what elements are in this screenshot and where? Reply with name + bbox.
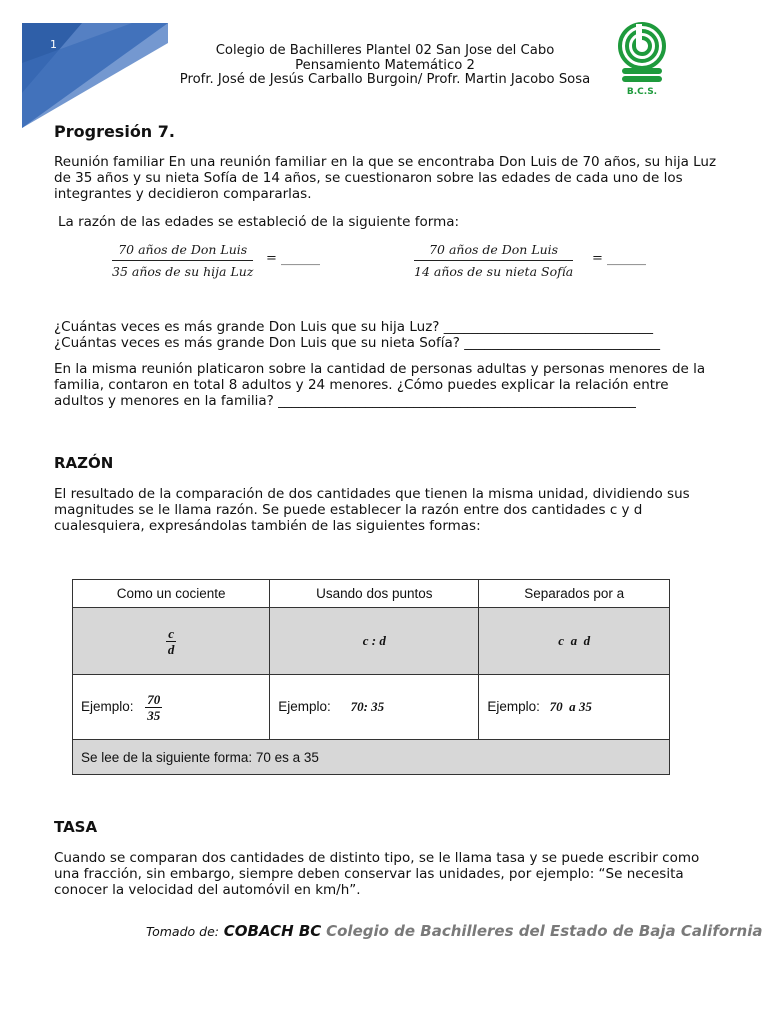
source-label: Tomado de:: [146, 924, 219, 939]
progresion-title: Progresión 7.: [54, 122, 175, 141]
source-org-short: COBACH BC: [223, 922, 322, 940]
page-number: 1: [50, 38, 57, 51]
cell-separated-form: [479, 608, 670, 675]
fraction-sofia-denominator: 14 años de su nieta Sofía: [414, 264, 574, 279]
fraction-sofia: [414, 242, 573, 279]
table-footer-row: [73, 740, 670, 775]
fraction-luz-answer: = ______: [266, 251, 321, 266]
ratio-intro: La razón de las edades se estableció de la siguiente forma:: [58, 214, 460, 230]
table-footer: Se lee de la siguiente forma: 70 es a 35: [73, 740, 670, 775]
separated-form: c a d: [558, 633, 591, 648]
header-subject: Pensamiento Matemático 2: [295, 57, 475, 73]
example-label-2: Ejemplo:: [278, 699, 331, 714]
quotient-example: [145, 692, 162, 723]
question-sofia: ¿Cuántas veces es más grande Don Luis que su nieta Sofía? _____________________________: [54, 335, 661, 351]
cell-separated-example: [479, 675, 670, 740]
quotient-form-denominator: d: [167, 641, 175, 657]
quotient-form: [166, 626, 176, 657]
tasa-title: TASA: [54, 818, 98, 836]
cell-quotient-form: [73, 608, 270, 675]
table-header-row: [73, 580, 670, 608]
cell-colon-form: [270, 608, 479, 675]
cell-quotient-example: [73, 675, 270, 740]
header-separated: Separados por a: [479, 580, 670, 608]
razon-title: RAZÓN: [54, 454, 114, 472]
header-colon: Usando dos puntos: [270, 580, 479, 608]
header-school: Colegio de Bachilleres Plantel 02 San Jose del Cabo: [215, 43, 555, 58]
header-teachers: Profr. José de Jesús Carballo Burgoin/ Profr. Martin Jacobo Sosa: [179, 72, 591, 87]
cobach-logo: [616, 22, 668, 98]
quotient-example-denominator: 35: [147, 707, 161, 723]
header-quotient: Como un cociente: [73, 580, 270, 608]
quotient-example-numerator: 70: [147, 691, 161, 707]
intro-paragraph: Reunión familiar En una reunión familiar en la que se encontraba Don Luis de 70 años, su hija Luz de 35 años y su nieta Sofía de 14 años, se cuestionaron sobre las edades de cada uno de los integrantes y decidieron compararlas.: [54, 154, 717, 202]
question-luz: ¿Cuántas veces es más grande Don Luis que su hija Luz? _______________________________: [54, 319, 653, 335]
fraction-luz: [112, 242, 253, 279]
tasa-paragraph: Cuando se comparan dos cantidades de distinto tipo, se le llama tasa y se puede escribir como una fracción, sin embargo, siempre deben conservar las unidades, por ejemplo: “Se necesita conocer la velocidad del automóvil en km/h”.: [54, 850, 700, 898]
table-examples-row: [73, 675, 670, 740]
corner-decoration: [22, 23, 168, 128]
document-header: [160, 44, 610, 88]
table-forms-row: [73, 608, 670, 675]
fraction-sofia-numerator: 70 años de Don Luis: [414, 242, 573, 261]
razon-paragraph: El resultado de la comparación de dos cantidades que tienen la misma unidad, dividiendo sus magnitudes se le llama razón. Se puede establecer la razón entre dos cantidades c y d cualesquiera, expresándolas también de las siguientes formas:: [54, 486, 690, 534]
question-adults: En la misma reunión platicaron sobre la cantidad de personas adultas y personas menores de la familia, contaron en total 8 adultos y 24 menores. ¿Cómo puedes explicar la relación entre adultos y menores en la familia? _____________________________________________________: [54, 361, 706, 409]
source-org-full: Colegio de Bachilleres del Estado de Baja California: [326, 922, 763, 940]
ratio-forms-table: [72, 579, 670, 775]
fraction-luz-numerator: 70 años de Don Luis: [112, 242, 253, 261]
fraction-luz-denominator: 35 años de su hija Luz: [112, 264, 254, 279]
colon-example: 70: 35: [350, 699, 385, 714]
cell-colon-example: [270, 675, 479, 740]
colon-form: c : d: [362, 633, 386, 648]
fraction-sofia-answer: = ______: [592, 251, 647, 266]
source-credit: [146, 922, 763, 940]
example-label-1: Ejemplo:: [81, 698, 134, 714]
example-label-3: Ejemplo:: [487, 699, 540, 714]
separated-example: 70 a 35: [549, 699, 592, 714]
quotient-form-numerator: c: [168, 625, 175, 641]
logo-text: B.C.S.: [626, 87, 658, 97]
